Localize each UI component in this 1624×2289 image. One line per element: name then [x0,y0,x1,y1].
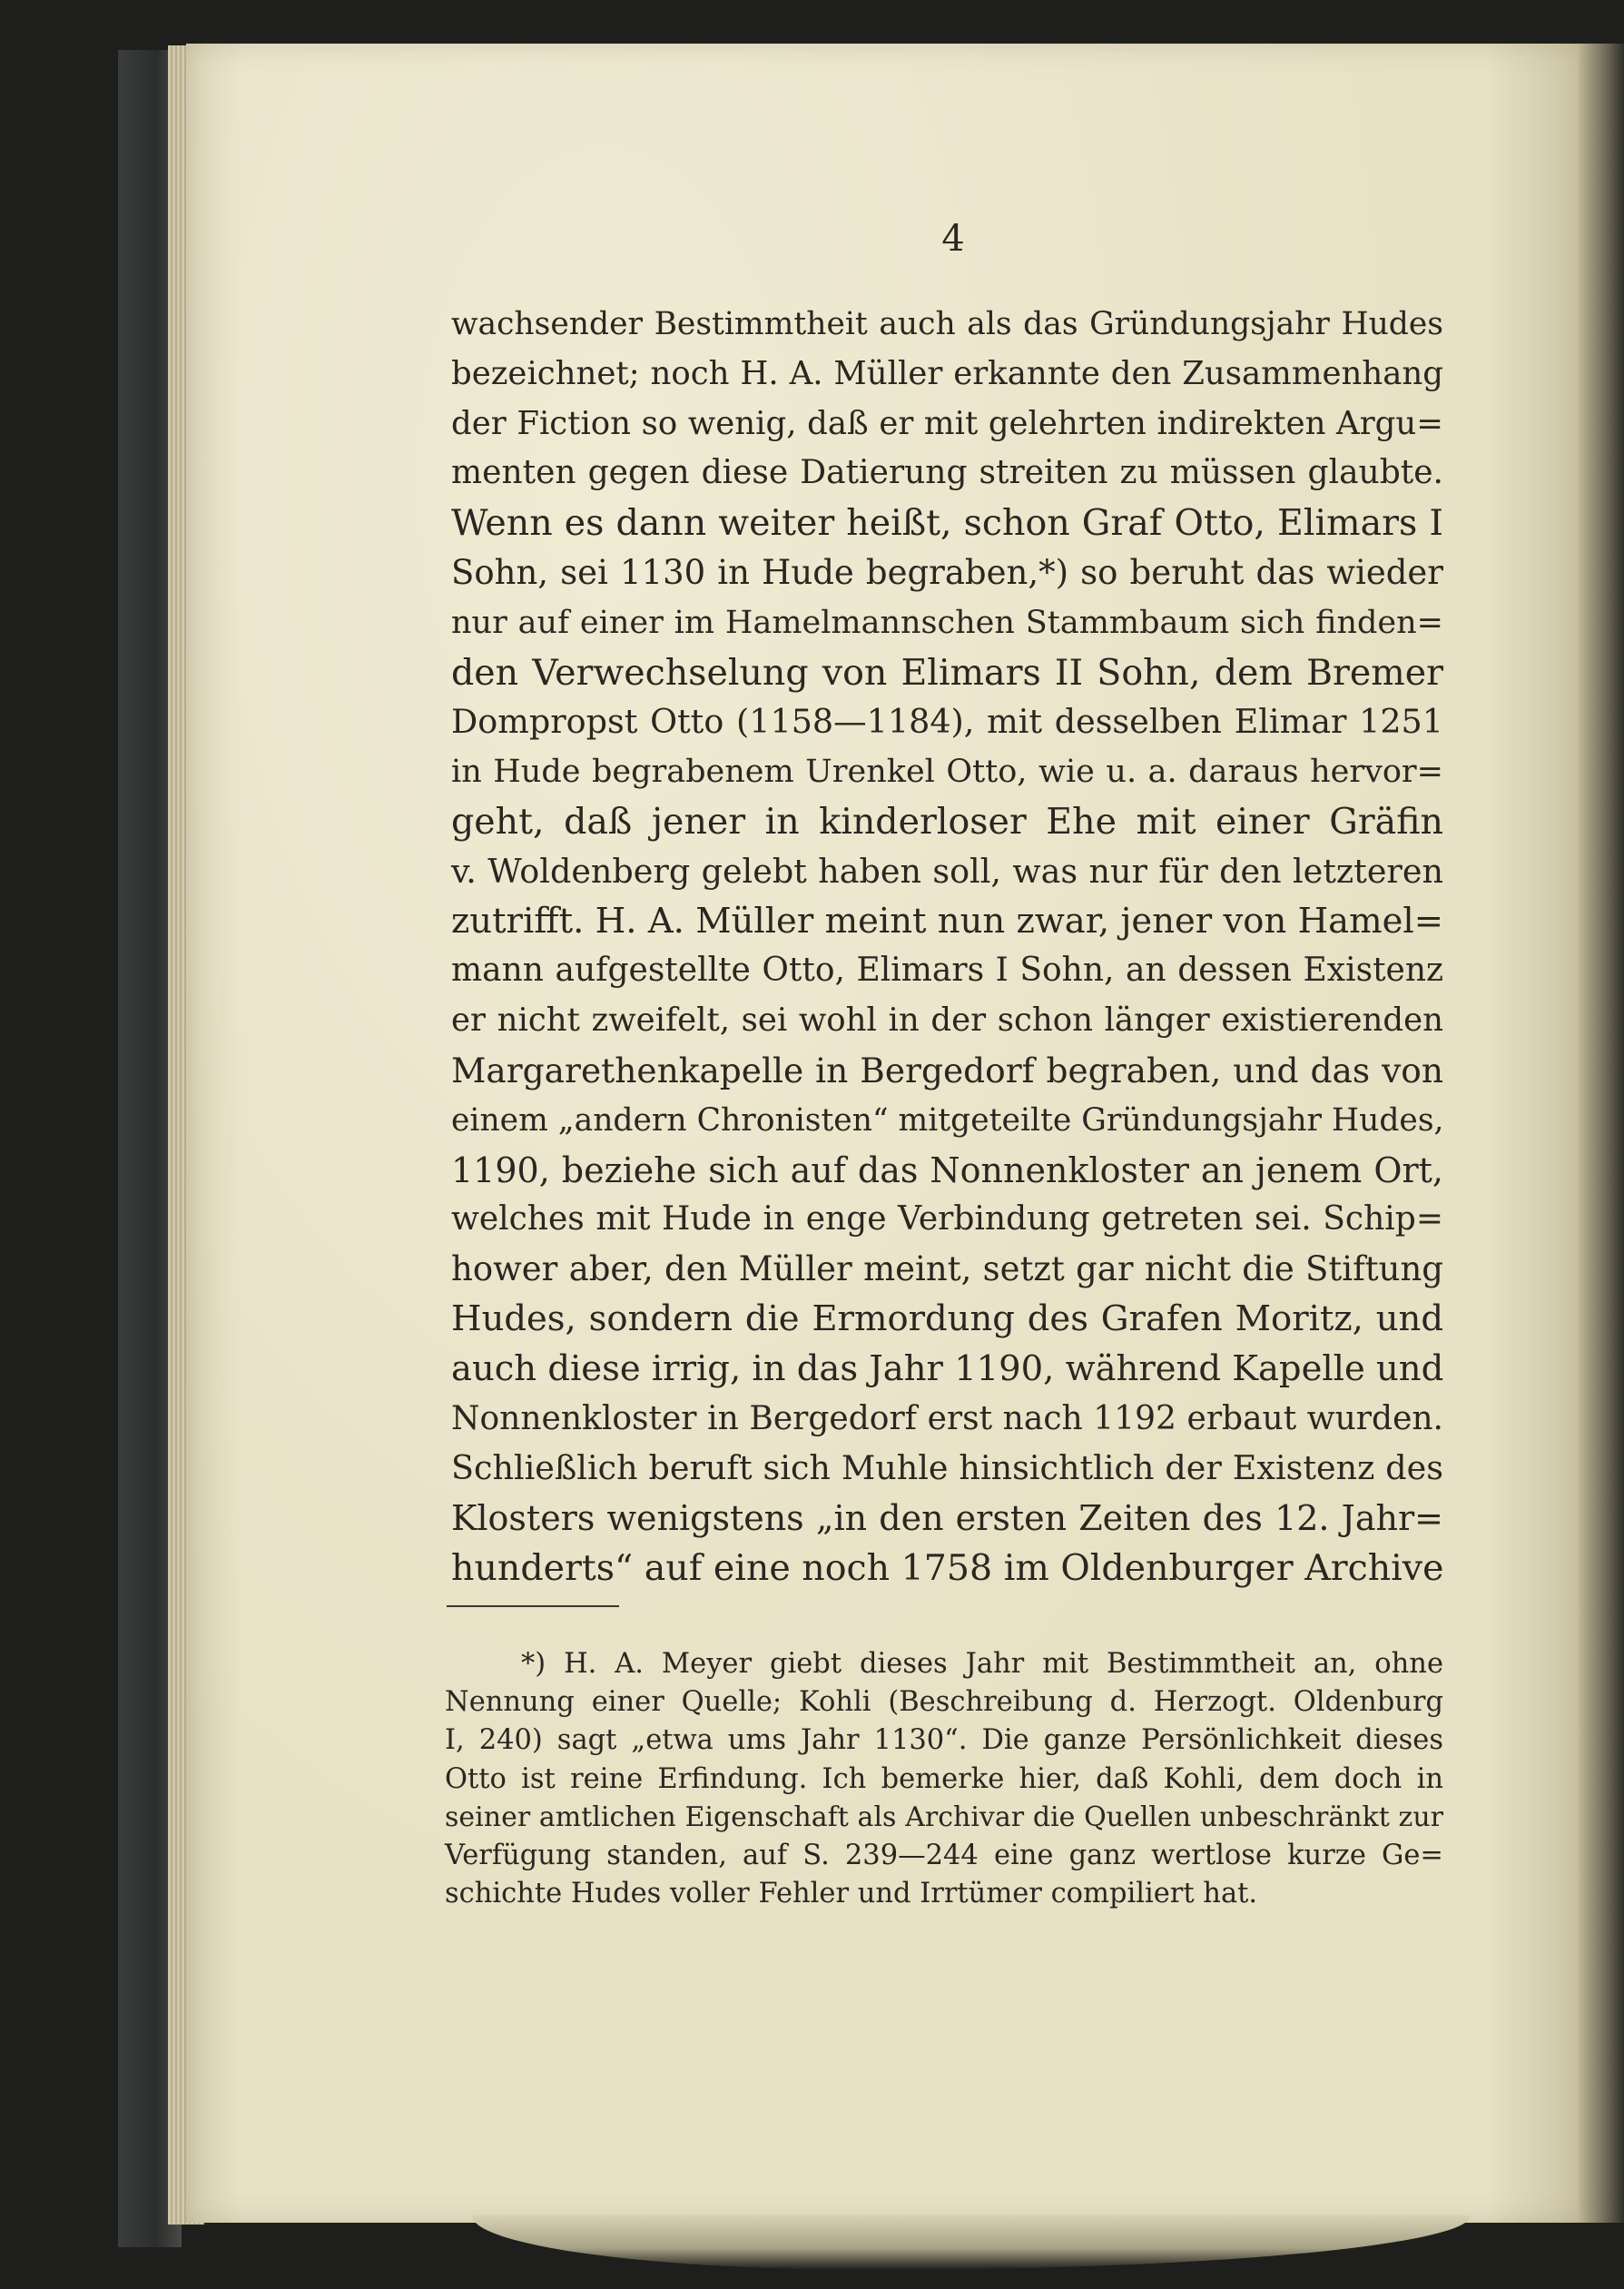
text-line: Sohn, sei 1130 in Hude begraben,*) so beruht das wieder [451,552,1443,592]
footnote-line: Verfügung standen, auf S. 239—244 eine ganz wertlose kurze Ge= [445,1839,1443,1871]
text-line: bezeichnet; noch H. A. Müller erkannte den Zusammenhang [451,354,1443,392]
footnote [445,1645,1443,1913]
text-line: Dompropst Otto (1158—1184), mit desselben Elimar 1251 [451,702,1443,742]
footnote-line: seiner amtlichen Eigenschaft als Archivar die Quellen unbeschränkt zur [445,1801,1443,1833]
footnote-line: *) H. A. Meyer giebt dieses Jahr mit Bestimmtheit an, ohne [521,1648,1443,1680]
text-line: menten gegen diese Datierung streiten zu müssen glaubte. [451,454,1443,492]
text-line: Hudes, sondern die Ermordung des Grafen Moritz, und [451,1297,1443,1339]
text-line: Nonnenkloster in Bergedorf erst nach 1192 erbaut wurden. [451,1399,1443,1437]
text-line: er nicht zweifelt, sei wohl in der schon länger existierenden [451,1001,1443,1040]
footnote-line: Otto ist reine Erfindung. Ich bemerke hier, daß Kohli, dem doch in [445,1762,1443,1795]
text-line: hunderts“ auf eine noch 1758 im Oldenburger Archive [451,1546,1444,1589]
text-line: nur auf einer im Hamelmannschen Stammbaum sich finden= [451,604,1443,641]
footnote-divider [447,1605,619,1607]
footnote-line: Nennung einer Quelle; Kohli (Beschreibung d. Herzogt. Oldenburg [445,1686,1443,1719]
text-line: welches mit Hude in enge Verbindung getreten sei. Schip= [451,1200,1443,1238]
text-line: den Verwechselung von Elimars II Sohn, dem Bremer [451,651,1443,694]
footnote-line: schichte Hudes voller Fehler und Irrtümer compiliert hat. [445,1878,1258,1910]
text-line: in Hude begrabenem Urenkel Otto, wie u. a. daraus hervor= [451,754,1443,791]
text-line: Wenn es dann weiter heißt, schon Graf Otto, Elimars I [451,502,1443,545]
footnote-line: I, 240) sagt „etwa ums Jahr 1130“. Die ganze Persönlichkeit dieses [445,1724,1443,1757]
text-line: 1190, beziehe sich auf das Nonnenkloster an jenem Ort, [451,1149,1443,1190]
text-line: auch diese irrig, in das Jahr 1190, während Kapelle und [451,1347,1444,1389]
text-line: der Fiction so wenig, daß er mit gelehrten indirekten Argu= [451,404,1443,442]
text-line: einem „andern Chronisten“ mitgeteilte Gründungsjahr Hudes, [451,1101,1444,1139]
text-line: wachsender Bestimmtheit auch als das Gründungsjahr Hudes [451,306,1443,342]
text-line: hower aber, den Müller meint, setzt gar nicht die Stiftung [451,1249,1443,1289]
text-line: v. Woldenberg gelebt haben soll, was nur für den letzteren [451,851,1443,891]
text-line: Klosters wenigstens „in den ersten Zeiten des 12. Jahr= [451,1498,1443,1539]
page-number: 4 [941,218,965,260]
text-line: mann aufgestellte Otto, Elimars I Sohn, an dessen Existenz [451,952,1443,990]
text-line: Margarethenkapelle in Bergedorf begraben, und das von [451,1050,1443,1090]
page-gutter [1579,44,1624,2223]
text-line: geht, daß jener in kinderloser Ehe mit einer Gräfin [451,800,1443,843]
text-line: zutrifft. H. A. Müller meint nun zwar, jener von Hamel= [451,900,1443,942]
text-line: Schließlich beruft sich Muhle hinsichtlich der Existenz des [451,1448,1443,1488]
main-text [451,300,1443,1593]
